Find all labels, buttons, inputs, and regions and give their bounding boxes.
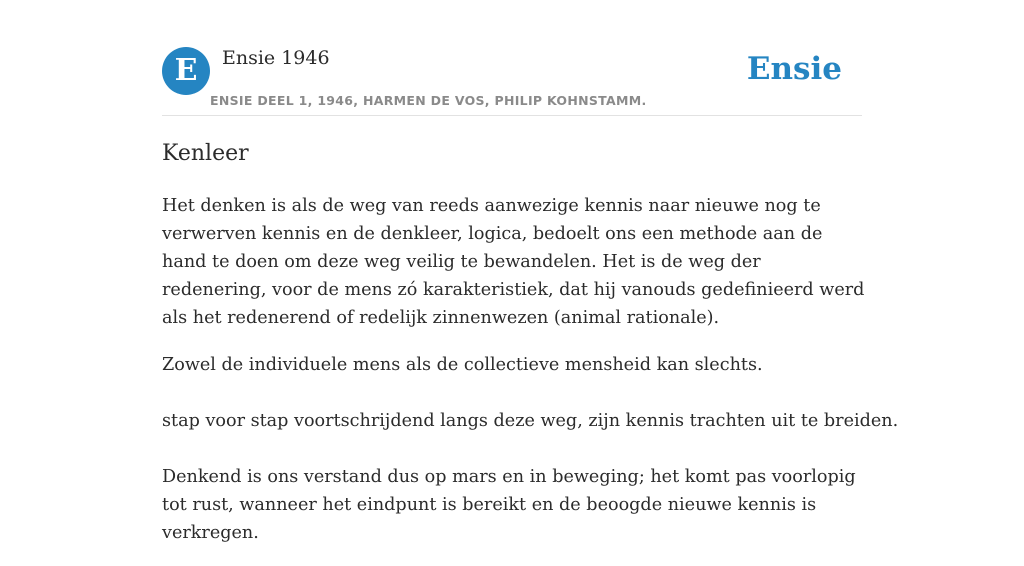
site-title[interactable]: Ensie 1946 [222, 47, 330, 69]
site-header [162, 0, 862, 116]
article-title: Kenleer [162, 141, 249, 166]
article-paragraph: Het denken is als de weg van reeds aanwezige kennis naar nieuwe nog te verwerven kennis en de denkleer, logica, bedoelt ons een methode aan de hand te doen om deze weg veilig te bewandelen. Het is de weg der redenering, voor de mens zó karakteristiek, dat hij vanouds gedefinieerd werd als het redenerend of redelijk zinnenwezen (animal rationale). [162, 196, 865, 328]
article-paragraph: Denkend is ons verstand dus op mars en in beweging; het komt pas voorlopig tot rust, wanneer het eindpunt is bereikt en de beoogde nieuwe kennis is verkregen. [162, 467, 856, 543]
brand-logo[interactable]: Ensie [746, 51, 842, 87]
logo-icon[interactable]: E [162, 47, 210, 95]
article-paragraph: stap voor stap voortschrijdend langs deze weg, zijn kennis trachten uit te breiden. [162, 411, 899, 431]
source-subtitle: ENSIE DEEL 1, 1946, HARMEN DE VOS, PHILIP KOHNSTAMM. [210, 93, 647, 108]
article-body [162, 192, 899, 566]
article-paragraph: Zowel de individuele mens als de collectieve mensheid kan slechts. [162, 355, 763, 375]
page [162, 0, 899, 543]
